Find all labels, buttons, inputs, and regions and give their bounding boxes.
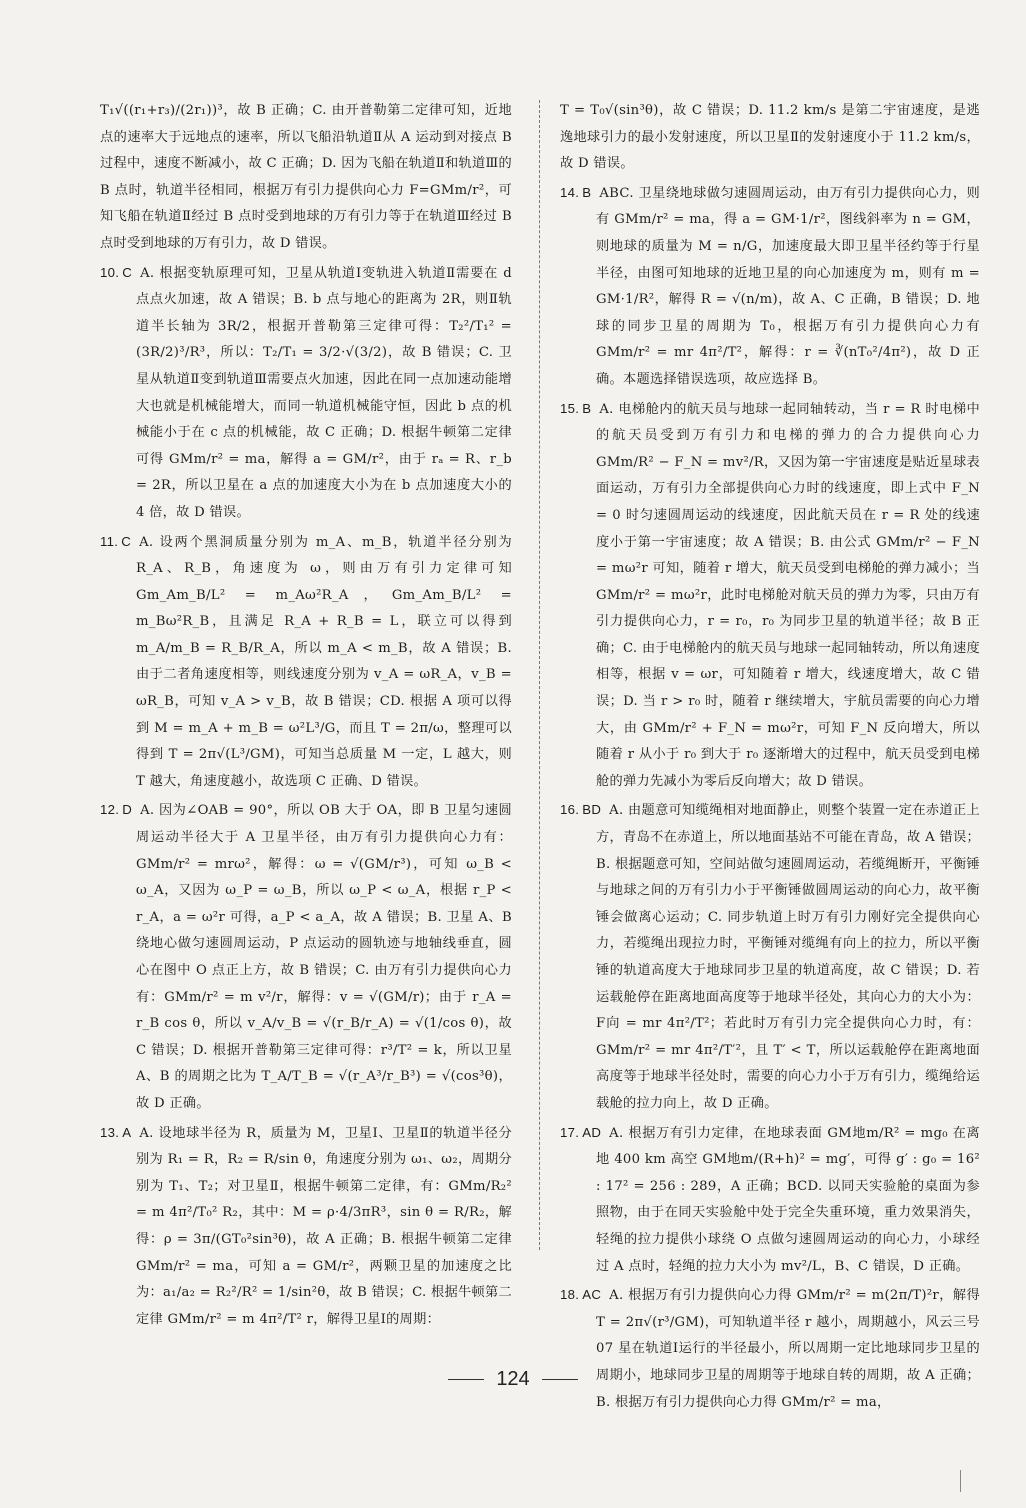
item-explanation: A. 根据万有引力定律，在地球表面 GM地m/R² = mg₀ 在离地 400 km 高空 GM地m/(R+h)² = mg′，可得 g′ : g₀ = 16² : 17² = 256 : 289，A 正确；BCD. 以同天实验舱的桌面为参照物，由于在同天实验舱中处于完全失重环境，重力效果消失，轻绳的拉力提供小球绕 O 点做匀速圆周运动的向心力，小球经过 A 点时，轻绳的拉力大小为 mv²/L，B、C 错误，D 正确。	[596, 1125, 980, 1274]
item-answer: AC	[582, 1287, 602, 1303]
continuation-paragraph: T₁√((r₁+r₃)/(2r₁))³，故 B 正确；C. 由开普勒第二定律可知，近地点的速率大于远地点的速率，所以飞船沿轨道Ⅱ从 A 运动到对接点 B 过程中，速度不断减小，故 C 正确；D. 因为飞船在轨道Ⅱ和轨道Ⅲ的 B 点时，轨道半径相同，根据万有引力提供向心力 F=GMm/r²，可知飞船在轨道Ⅱ经过 B 点时受到地球的万有引力等于在轨道Ⅲ经过 B 点时受到地球的万有引力，故 D 错误。	[100, 103, 512, 251]
answer-item-13	[100, 1120, 512, 1334]
item-number: 11.	[100, 533, 119, 549]
answer-item-14	[560, 180, 980, 394]
continuation-paragraph: T = T₀√(sin³θ)，故 C 错误；D. 11.2 km/s 是第二宇宙速度，是逃逸地球引力的最小发射速度，所以卫星Ⅱ的发射速度小于 11.2 km/s，故 D 错误。	[560, 103, 980, 172]
footer-dash-right	[542, 1379, 578, 1380]
item-answer: B	[582, 184, 592, 200]
answer-item-15	[560, 396, 980, 796]
answer-item-17	[560, 1120, 980, 1281]
item-explanation: A. 设地球半径为 R，质量为 M，卫星Ⅰ、卫星Ⅱ的轨道半径分别为 R₁ = R，R₂ = R/sin θ，角速度分别为 ω₁、ω₂，周期分别为 T₁、T₂；对卫星Ⅱ，根据牛顿第二定律，有：GMm/R₂² = m 4π²/T₀² R₂，其中：M = ρ·4/3πR³，sin θ = R/R₂，解得：ρ = 3π/(GT₀²sin³θ)，故 A 正确；B. 根据牛顿第二定律 GMm/r² = ma，可知 a = GM/r²，两颗卫星的加速度之比为：a₁/a₂ = R₂²/R² = 1/sin²θ，故 B 错误；C. 根据牛顿第二定律 GMm/r² = m 4π²/T² r，解得卫星Ⅰ的周期：	[136, 1125, 512, 1327]
item-number: 12.	[100, 802, 120, 818]
item-number: 14.	[560, 184, 580, 200]
footer-dash-left	[448, 1379, 484, 1380]
item-explanation: A. 由题意可知缆绳相对地面静止，则整个装置一定在赤道正上方，青岛不在赤道上，所以地面基站不可能在青岛，故 A 错误；B. 根据题意可知，空间站做匀速圆周运动，若缆绳断开，平衡锤与地球之间的万有引力小于平衡锤做圆周运动的向心力，故平衡锤会做离心运动；C. 同步轨道上时万有引力刚好完全提供向心力，若缆绳出现拉力时，平衡锤对缆绳有向上的拉力，所以平衡锤的轨道高度大于地球同步卫星的轨道高度，故 C 错误；D. 若运载舱停在距离地面高度等于地球半径处，其向心力的大小为：F向 = mr 4π²/T²；若此时万有引力完全提供向心力时，有：GMm/r² = mr 4π²/T′²，且 T′ < T，所以运载舱停在距离地面高度等于地球半径处时，需要的向心力小于万有引力，缆绳给运载舱的拉力向上，故 D 正确。	[596, 803, 980, 1111]
left-column	[100, 98, 512, 1335]
item-number: 17.	[560, 1124, 580, 1140]
item-number: 10.	[100, 264, 120, 280]
item-answer: AD	[582, 1124, 602, 1140]
item-answer: C	[121, 533, 132, 549]
item-number: 15.	[560, 400, 580, 416]
item-explanation: A. 电梯舱内的航天员与地球一起同轴转动，当 r = R 时电梯中的航天员受到万有引力和电梯的弹力的合力提供向心力 GMm/R² − F_N = mv²/R，又因为第一宇宙速度是贴近星球表面运动，万有引力全部提供向心力时的线速度，即上式中 F_N = 0 时匀速圆周运动的线速度，因此航天员在 r = R 处的线速度小于第一宇宙速度；故 A 错误；B. 由公式 GMm/r² − F_N = mω²r 可知，随着 r 增大，航天员受到电梯舱的弹力减小；当 GMm/r² = mω²r，此时电梯舱对航天员的弹力为零，只由万有引力提供向心力，r = r₀，r₀ 为同步卫星的轨道半径；故 B 正确；C. 由于电梯舱内的航天员与地球一起同轴转动，所以角速度相等，根据 v = ωr，可知随着 r 增大，线速度增大，故 C 错误；D. 当 r > r₀ 时，随着 r 继续增大，宇航员需要的向心力增大，由 GMm/r² + F_N = mω²r，可知 F_N 反向增大，所以随着 r 从小于 r₀ 到大于 r₀ 逐渐增大的过程中，航天员受到电梯舱的弹力先减小为零后反向增大；故 D 错误。	[596, 401, 980, 789]
item-answer: D	[122, 802, 133, 818]
item-explanation: A. 设两个黑洞质量分别为 m_A、m_B，轨道半径分别为 R_A、R_B，角速度为 ω，则由万有引力定律可知 Gm_Am_B/L² = m_Aω²R_A，Gm_Am_B/L² = m_Bω²R_B，且满足 R_A + R_B = L，联立可以得到 m_A/m_B = R_B/R_A，所以 m_A < m_B，故 A 错误；B. 由于二者角速度相等，则线速度分别为 v_A = ωR_A，v_B = ωR_B，可知 v_A > v_B，故 B 错误；CD. 根据 A 项可以得到 M = m_A + m_B = ω²L³/G，而且 T = 2π/ω，整理可以得到 T = 2π√(L³/GM)，可知当总质量 M 一定，L 越大，则 T 越大，角速度越小，故选项 C 正确、D 错误。	[136, 534, 512, 789]
item-explanation: A. 因为∠OAB = 90°，所以 OB 大于 OA，即 B 卫星匀速圆周运动半径大于 A 卫星半径，由万有引力提供向心力有：GMm/r² = mrω²，解得：ω = √(GM/r³)，可知 ω_B < ω_A，又因为 ω_P = ω_B，所以 ω_P < ω_A，根据 r_P < r_A，a = ω²r 可得，a_P < a_A，故 A 错误；B. 卫星 A、B 绕地心做匀速圆周运动，P 点运动的圆轨迹与地轴线垂直，圆心在图中 O 点正上方，故 B 错误；C. 由万有引力提供向心力有：GMm/r² = m v²/r，解得：v = √(GM/r)；由于 r_A = r_B cos θ，所以 v_A/v_B = √(r_B/r_A) = √(1/cos θ)，故 C 错误；D. 根据开普勒第三定律可得：r³/T² = k，所以卫星 A、B 的周期之比为 T_A/T_B = √(r_A³/r_B³) = √(cos³θ)，故 D 正确。	[136, 803, 512, 1111]
answer-item-12	[100, 797, 512, 1117]
crop-mark	[960, 1470, 967, 1492]
page-number: 124	[496, 1368, 530, 1390]
column-divider	[539, 100, 540, 1250]
item-answer: C	[122, 264, 133, 280]
item-number: 13.	[100, 1124, 120, 1140]
item-answer: A	[122, 1124, 132, 1140]
page-number-footer	[0, 1368, 1026, 1391]
item-number: 18.	[560, 1287, 580, 1303]
item-explanation: A. 根据万有引力提供向心力得 GMm/r² = m(2π/T)²r，解得 T = 2π√(r³/GM)，可知轨道半径 r 越小，周期越小，风云三号 07 星在轨道Ⅰ运行的半径最小，所以周期一定比地球同步卫星的周期小，地球同步卫星的周期等于地球自转的周期，故 A 正确；B. 根据万有引力提供向心力得 GMm/r² = ma，	[596, 1288, 980, 1410]
item-explanation: A. 根据变轨原理可知，卫星从轨道Ⅰ变轨进入轨道Ⅱ需要在 d 点点火加速，故 A 错误；B. b 点与地心的距离为 2R，则Ⅱ轨道半长轴为 3R/2，根据开普勒第三定律可得：T₂²/T₁² = (3R/2)³/R³，所以：T₂/T₁ = 3/2·√(3/2)，故 B 错误；C. 卫星从轨道Ⅱ变到轨道Ⅲ需要点火加速，因此在同一点加速动能增大也就是机械能增大，而同一轨道机械能守恒，因此 b 点的机械能小于在 c 点的机械能，故 C 正确；D. 根据牛顿第二定律可得 GMm/r² = ma，解得 a = GM/r²，由于 rₐ = R、r_b = 2R，所以卫星在 a 点的加速度大小为在 b 点加速度大小的 4 倍，故 D 错误。	[136, 265, 512, 520]
item-answer: BD	[582, 802, 602, 818]
item-explanation: ABC. 卫星绕地球做匀速圆周运动，由万有引力提供向心力，则有 GMm/r² = ma，得 a = GM·1/r²，图线斜率为 n = GM，则地球的质量为 M = n/G，加速度最大即卫星半径约等于行星半径，由图可知地球的近地卫星的向心加速度为 m，则有 m = GM·1/R²，解得 R = √(n/m)，故 A、C 正确，B 错误；D. 地球的同步卫星的周期为 T₀，根据万有引力提供向心力有 GMm/r² = mr 4π²/T²，解得：r = ∛(nT₀²/4π²)，故 D 正确。本题选择错误选项，故应选择 B。	[596, 185, 980, 387]
answer-item-11	[100, 529, 512, 796]
answer-item-16	[560, 797, 980, 1117]
answer-item-10	[100, 260, 512, 527]
answer-item-18	[560, 1282, 980, 1416]
item-answer: B	[582, 400, 592, 416]
item-number: 16.	[560, 802, 580, 818]
right-column	[560, 98, 980, 1418]
